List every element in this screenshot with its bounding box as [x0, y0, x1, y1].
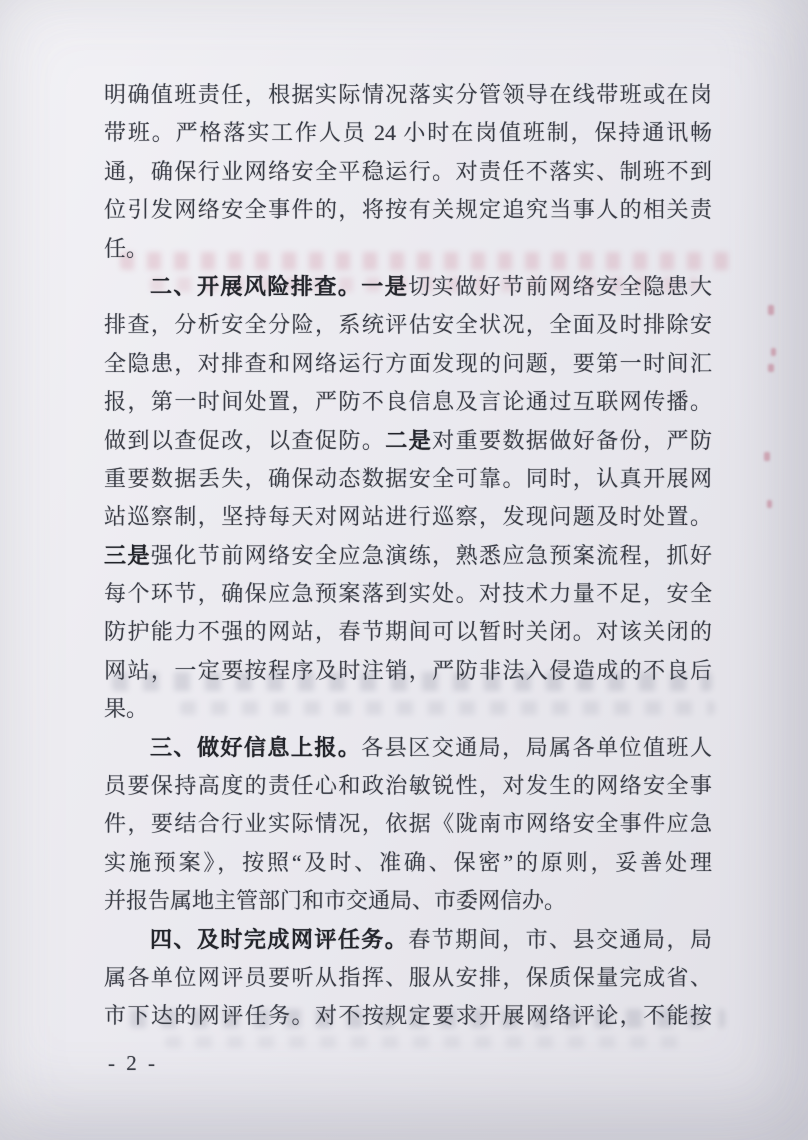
text-run: 每个环节，确保应急预案落到实处。对技术力量不足，安全	[104, 581, 712, 607]
text-line	[104, 230, 712, 268]
text-line	[104, 345, 712, 383]
text-line	[104, 460, 712, 498]
text-line	[104, 805, 712, 843]
text-line	[104, 191, 712, 229]
text-line	[104, 76, 712, 114]
document-body	[104, 76, 712, 1036]
text-line	[104, 729, 712, 767]
text-run: 件，要结合行业实际情况，依据《陇南市网络安全事件应急	[104, 811, 712, 837]
text-line	[104, 422, 712, 460]
text-line	[104, 383, 712, 421]
text-run: 并报告属地主管部门和市交通局、市委网信办。	[104, 888, 567, 914]
red-ink-mark	[764, 452, 770, 461]
text-run: 各县区交通局，局属各单位值班人	[361, 734, 712, 760]
text-run: 做到以查促改，以查促防。	[104, 427, 386, 453]
text-line	[104, 537, 712, 575]
text-run: 属各单位网评员要听从指挥、服从安排，保质保量完成省、	[104, 964, 712, 990]
text-line	[104, 652, 712, 690]
red-ink-mark	[768, 364, 774, 372]
text-run: 通，确保行业网络安全平稳运行。对责任不落实、制班不到	[104, 158, 712, 184]
text-run: 排查，分析安全分险，系统评估安全状况，全面及时排除安	[104, 312, 712, 338]
text-run: 全隐患，对排查和网络运行方面发现的问题，要第一时间汇	[104, 350, 712, 376]
text-line	[104, 959, 712, 997]
text-line	[104, 575, 712, 613]
text-line	[104, 921, 712, 959]
text-line	[104, 153, 712, 191]
text-run: 重要数据丢失，确保动态数据安全可靠。同时，认真开展网	[104, 465, 712, 491]
red-ink-mark	[771, 348, 776, 356]
text-line	[104, 306, 712, 344]
text-line	[104, 997, 712, 1035]
text-run: 明确值班责任，根据实际情况落实分管领导在线带班或在岗	[104, 82, 712, 107]
text-run: 站巡察制，坚持每天对网站进行巡察，发现问题及时处置。	[104, 504, 712, 530]
text-line	[104, 882, 712, 920]
text-run: 员要保持高度的责任心和政治敏锐性，对发生的网络安全事	[104, 773, 712, 799]
red-ink-mark	[768, 305, 774, 315]
page-number: - 2 -	[108, 1051, 158, 1075]
text-run: 春节期间，市、县交通局，局	[408, 926, 712, 952]
text-run: 报，第一时间处置，严防不良信息及言论通过互联网传播。	[104, 389, 712, 415]
text-line	[104, 613, 712, 651]
text-run: 带班。严格落实工作人员 24 小时在岗值班制，保持通讯畅	[104, 120, 712, 146]
red-ink-mark	[767, 500, 772, 508]
text-run: 实施预案》，按照“及时、准确、保密”的原则，妥善处理	[104, 849, 712, 875]
text-line	[104, 767, 712, 805]
bold-text-run: 三是	[104, 542, 151, 568]
bleedthrough-ghost-text	[165, 1036, 685, 1048]
bold-text-run: 二、开展风险排查。一是	[150, 273, 409, 299]
text-run: 防护能力不强的网站，春节期间可以暂时关闭。对该关闭的	[104, 619, 712, 645]
text-run: 市下达的网评任务。对不按规定要求开展网络评论，不能按	[104, 1003, 712, 1029]
bold-text-run: 二是	[385, 427, 433, 453]
bold-text-run: 四、及时完成网评任务。	[150, 926, 409, 952]
text-run: 对重要数据做好备份，严防	[432, 427, 712, 453]
text-line	[104, 498, 712, 536]
text-line	[104, 690, 712, 728]
text-run: 网站，一定要按程序及时注销，严防非法入侵造成的不良后	[104, 657, 712, 683]
text-run: 切实做好节前网络安全隐患大	[408, 273, 712, 299]
bold-text-run: 三、做好信息上报。	[150, 734, 362, 760]
text-run: 强化节前网络安全应急演练，熟悉应急预案流程，抓好	[150, 542, 712, 568]
text-line	[104, 114, 712, 152]
text-run: 位引发网络安全事件的，将按有关规定追究当事人的相关责	[104, 197, 712, 223]
text-run: 任。	[104, 235, 149, 261]
text-run: 果。	[104, 696, 149, 722]
text-line	[104, 844, 712, 882]
text-line	[104, 268, 712, 306]
